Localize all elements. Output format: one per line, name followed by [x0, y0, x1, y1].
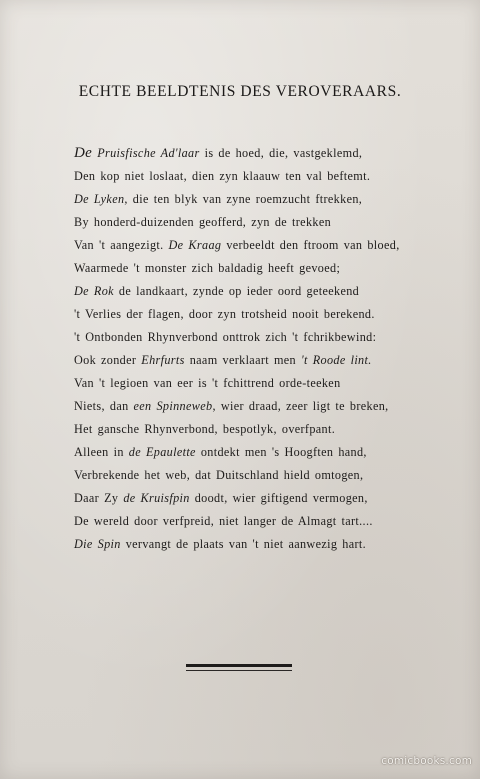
poem-line — [74, 211, 414, 234]
poem-italic-segment: De Kraag — [168, 238, 222, 252]
poem-segment: Alleen in — [74, 445, 129, 459]
poem-segment: doodt, wier giftigend vermogen, — [189, 491, 368, 505]
poem-line — [74, 395, 414, 418]
poem-segment: Van 't legioen van eer is 't fchittrend orde-teeken — [74, 376, 341, 390]
poem-line — [74, 142, 414, 165]
poem-segment: 't Ontbonden Rhynverbond onttrok zich 't fchrikbewind: — [74, 330, 377, 344]
poem-line — [74, 418, 414, 441]
divider-rule-thin — [186, 670, 292, 671]
poem-segment: de landkaart, zynde op ieder oord geteekend — [113, 284, 360, 298]
poem-line — [74, 441, 414, 464]
divider-rule — [186, 664, 292, 667]
poem-line — [74, 326, 414, 349]
poem-line — [74, 533, 414, 556]
poem-italic-segment: de Epaulette — [128, 445, 196, 459]
poem-italic-segment: De — [74, 145, 93, 161]
poem-italic-segment: een Spinneweb — [133, 399, 213, 413]
poem-line — [74, 234, 414, 257]
poem-segment: 't Verlies der flagen, door zyn trotsheid nooit berekend. — [74, 307, 375, 321]
poem-segment: vervangt de plaats van 't niet aanwezig hart. — [120, 537, 367, 551]
poem-line — [74, 349, 414, 372]
poem-segment: Waarmede 't monster zich baldadig heeft gevoed; — [74, 261, 341, 275]
poem-segment: Niets, dan — [74, 399, 134, 413]
poem-segment: By honderd-duizenden geofferd, zyn de trekken — [74, 215, 332, 229]
poem-italic-segment: Die Spin — [74, 537, 121, 551]
poem-line — [74, 257, 414, 280]
poem-segment: De wereld door verfpreid, niet langer de Almagt tart.... — [74, 514, 373, 528]
poem-italic-segment: Ehrfurts — [141, 353, 185, 367]
poem-segment: Van 't aangezigt. — [74, 238, 169, 252]
poem-line — [74, 372, 414, 395]
poem-line — [74, 165, 414, 188]
poem-segment: Daar Zy — [74, 491, 124, 505]
poem-segment: Ook zonder — [74, 353, 142, 367]
page-title: ECHTE BEELDTENIS DES VEROVERAARS. — [78, 83, 402, 100]
poem-segment: naam verklaart men — [184, 353, 302, 367]
poem-segment: , die ten blyk van zyne roemzucht ftrekken, — [124, 192, 363, 206]
poem-segment: Den kop niet loslaat, dien zyn klaauw ten val beftemt. — [74, 169, 371, 183]
poem-segment: ontdekt men 's Hoogften hand, — [195, 445, 367, 459]
poem-line — [74, 303, 414, 326]
poem-segment: verbeeldt den ftroom van bloed, — [221, 238, 400, 252]
poem — [74, 142, 414, 556]
poem-italic-segment: Pruisfische Ad'laar — [97, 146, 200, 160]
poem-line — [74, 188, 414, 211]
poem-segment: is de hoed, die, vastgeklemd, — [199, 146, 363, 160]
poem-italic-segment: 't Roode lint. — [301, 353, 372, 367]
poem-segment: , wier draad, zeer ligt te breken, — [212, 399, 389, 413]
poem-line — [74, 487, 414, 510]
poem-italic-segment: de Kruisfpin — [123, 491, 190, 505]
poem-line — [74, 280, 414, 303]
poem-segment: Verbrekende het web, dat Duitschland hield omtogen, — [74, 468, 364, 482]
watermark: comicbooks.com — [381, 755, 472, 767]
poem-segment: Het gansche Rhynverbond, bespotlyk, overfpant. — [74, 422, 336, 436]
poem-italic-segment: De Rok — [74, 284, 114, 298]
poem-line — [74, 464, 414, 487]
poem-italic-segment: De Lyken — [74, 192, 125, 206]
poem-line — [74, 510, 414, 533]
